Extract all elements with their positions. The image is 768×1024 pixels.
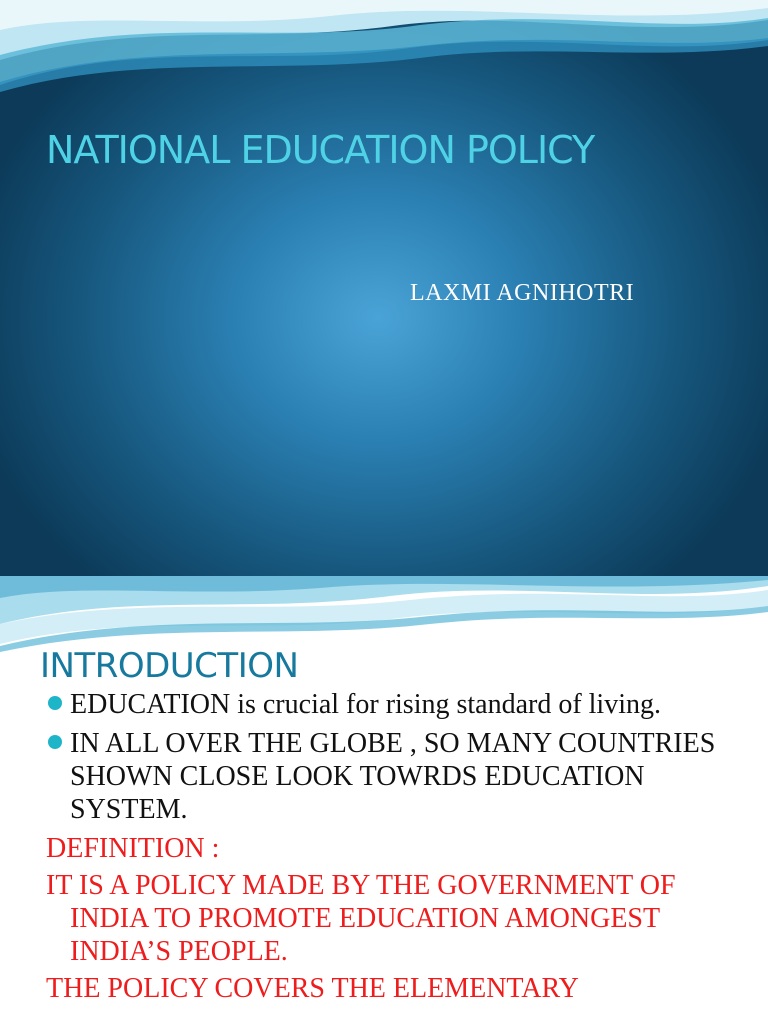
introduction-slide: [0, 576, 768, 1024]
definition-text: IT IS A POLICY MADE BY THE GOVERNMENT OF INDIA TO PROMOTE EDUCATION AMONGEST INDIA’S PEOPLE.: [46, 870, 676, 967]
section-heading: INTRODUCTION: [40, 646, 299, 686]
wave-decoration: [0, 0, 768, 110]
cut-off-text: THE POLICY COVERS THE ELEMENTARY: [46, 973, 579, 1004]
slide-content: [46, 688, 726, 1005]
slide-title: NATIONAL EDUCATION POLICY: [46, 128, 595, 172]
list-item: [46, 727, 726, 826]
bullet-text: IN ALL OVER THE GLOBE , SO MANY COUNTRIES SHOWN CLOSE LOOK TOWRDS EDUCATION SYSTEM.: [70, 728, 716, 825]
definition-label: DEFINITION :: [46, 833, 220, 864]
list-item: [46, 688, 726, 721]
bullet-text: EDUCATION is crucial for rising standard of living.: [70, 689, 661, 720]
author-name: LAXMI AGNIHOTRI: [410, 280, 635, 306]
bullet-icon: [48, 735, 62, 749]
bullet-icon: [48, 696, 62, 710]
